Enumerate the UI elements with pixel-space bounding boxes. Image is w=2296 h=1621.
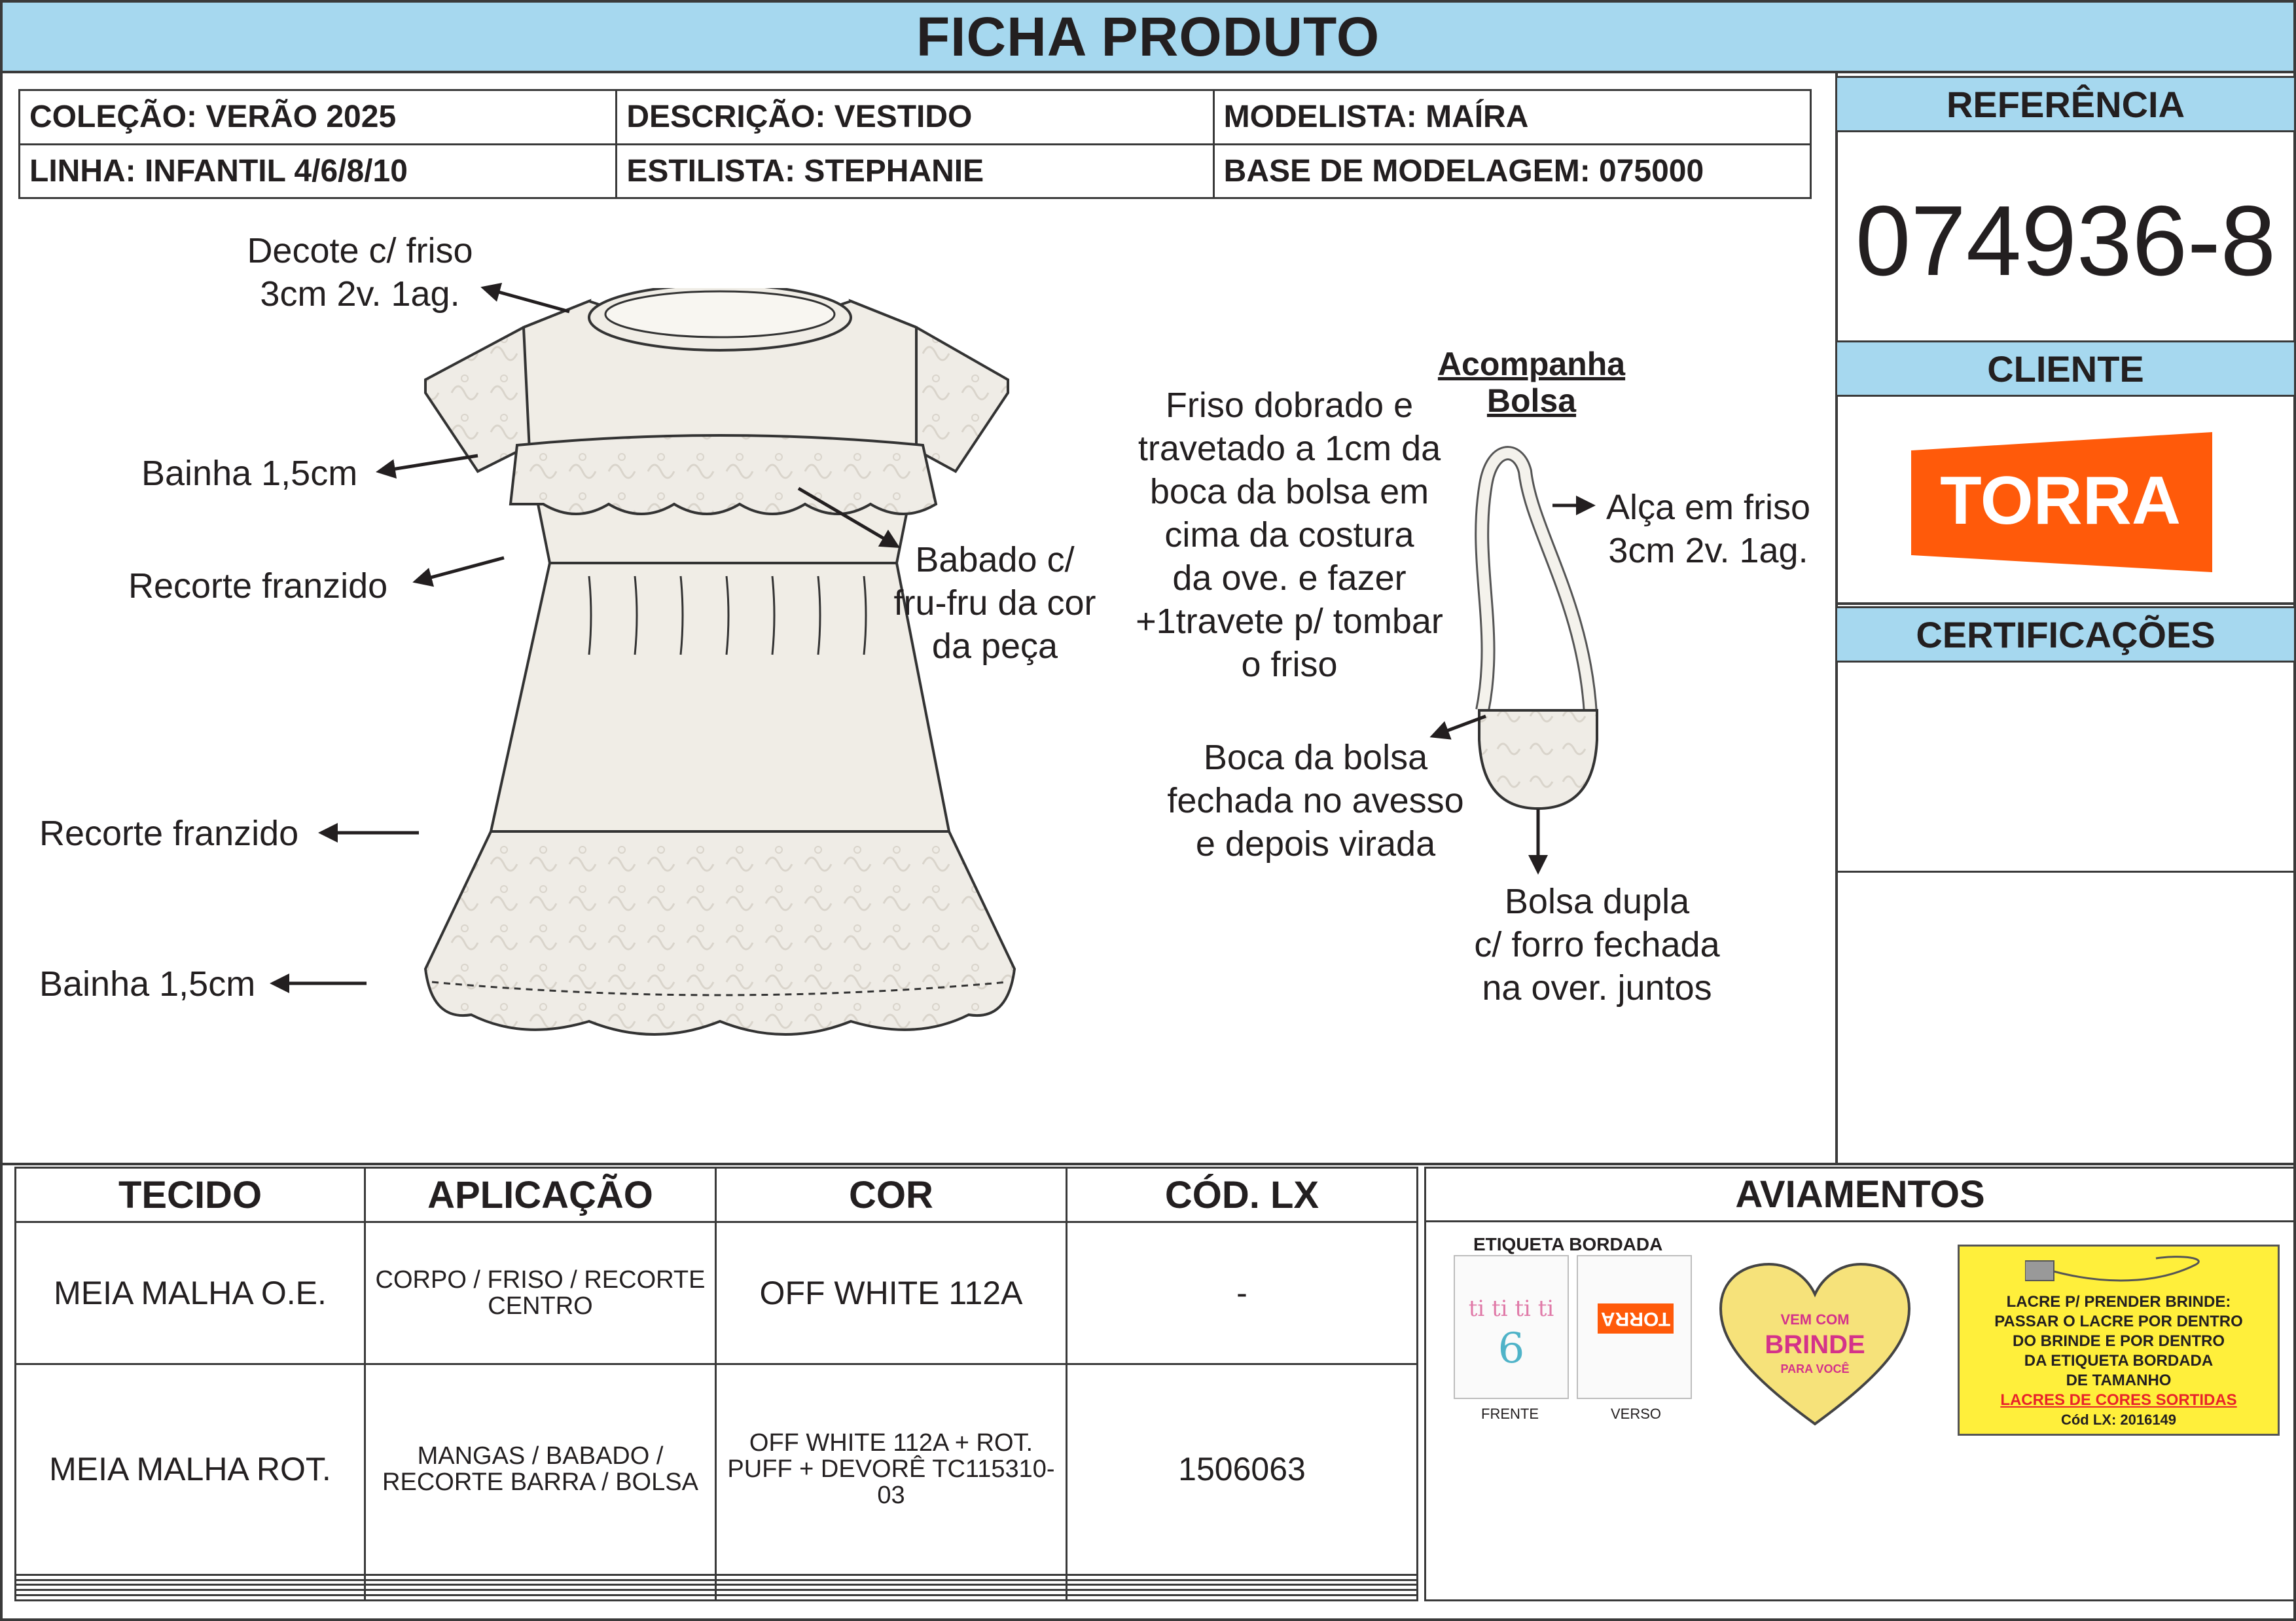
certificacoes-label: CERTIFICAÇÕES [1835, 606, 2296, 663]
decote-annotation [223, 229, 497, 316]
referencia-label: REFERÊNCIA [1835, 76, 2296, 132]
annotation-line: 3cm 2v. 1ag. [260, 274, 460, 314]
bainha-manga-annotation: Bainha 1,5cm [141, 454, 358, 493]
cliente-label: CLIENTE [1835, 340, 2296, 397]
aviamentos-panel [1424, 1167, 2296, 1601]
annotation-line: da peça [931, 627, 1058, 666]
svg-text:TORRA: TORRA [1940, 463, 2181, 539]
lacre-highlight: LACRES DE CORES SORTIDAS [2000, 1391, 2237, 1409]
etiqueta-size: 6 [1498, 1324, 1525, 1373]
table-cell [716, 1590, 1067, 1595]
etiqueta-verso-label: VERSO [1611, 1406, 1662, 1422]
etiqueta-frente-label: FRENTE [1481, 1406, 1539, 1422]
lacre-line: DO BRINDE E POR DENTRO [2012, 1332, 2225, 1350]
etiqueta-brand: ti ti ti ti [1468, 1296, 1554, 1322]
table-cell [16, 1590, 365, 1595]
annotation-line: boca da bolsa em [1149, 472, 1429, 511]
base-cell: BASE DE MODELAGEM: 075000 [1213, 144, 1810, 198]
table-cell [365, 1580, 716, 1585]
column-header: CÓD. LX [1067, 1168, 1418, 1222]
lacre-instructions [1958, 1245, 2280, 1436]
lacre-code: Cód LX: 2016149 [2060, 1412, 2177, 1428]
table-cell: 1506063 [1067, 1364, 1418, 1575]
annotation-line: Friso dobrado e [1165, 386, 1414, 425]
table-cell [16, 1580, 365, 1585]
dress-technical-drawing [327, 288, 1047, 1074]
lacre-seal-icon [2025, 1252, 2221, 1291]
bolsa-dupla-annotation [1440, 880, 1754, 1010]
lacre-line: DE TAMANHO [2066, 1372, 2172, 1389]
modelista-cell: MODELISTA: MAÍRA [1213, 90, 1810, 145]
table-cell [1067, 1580, 1418, 1585]
column-header: APLICAÇÃO [365, 1168, 716, 1222]
table-cell [716, 1575, 1067, 1580]
table-cell [16, 1595, 365, 1601]
annotation-line: fru-fru da cor [893, 583, 1096, 623]
annotation-line: +1travete p/ tombar [1136, 602, 1443, 641]
table-row [16, 1222, 1418, 1364]
page-title: FICHA PRODUTO [0, 0, 2296, 73]
friso-annotation [1113, 384, 1466, 686]
lacre-line: LACRE P/ PRENDER BRINDE: [2006, 1293, 2231, 1311]
table-cell [716, 1585, 1067, 1590]
annotation-line: travetado a 1cm da [1138, 429, 1441, 468]
table-cell [365, 1575, 716, 1580]
table-cell: - [1067, 1222, 1418, 1364]
annotation-line: o friso [1241, 645, 1338, 684]
etiqueta-label: ETIQUETA BORDADA [1473, 1234, 1663, 1254]
table-cell [716, 1595, 1067, 1601]
table-cell [1067, 1575, 1418, 1580]
annotation-line: Babado c/ [915, 540, 1075, 579]
annotation-line: Bolsa dupla [1504, 882, 1690, 921]
table-row [16, 1580, 1418, 1585]
etiqueta-verso [1577, 1255, 1692, 1399]
divider [0, 1163, 2296, 1165]
bainha-barra-annotation: Bainha 1,5cm [39, 964, 256, 1004]
table-row [16, 1585, 1418, 1590]
divider [1835, 871, 2296, 873]
table-row [16, 1575, 1418, 1580]
svg-text:VEM COM: VEM COM [1780, 1311, 1850, 1328]
annotation-line: c/ forro fechada [1474, 925, 1720, 964]
table-cell [16, 1575, 365, 1580]
divider [1835, 602, 2296, 605]
table-cell [1067, 1585, 1418, 1590]
svg-text:BRINDE: BRINDE [1765, 1330, 1865, 1359]
annotation-line: e depois virada [1195, 824, 1436, 864]
table-cell: OFF WHITE 112A [716, 1222, 1067, 1364]
annotation-line: fechada no avesso [1167, 781, 1464, 820]
estilista-cell: ESTILISTA: STEPHANIE [617, 144, 1213, 198]
recorte-annotation: Recorte franzido [128, 566, 388, 606]
descricao-cell: DESCRIÇÃO: VESTIDO [617, 90, 1213, 145]
annotation-line: Bolsa [1486, 382, 1577, 419]
annotation-line: Decote c/ friso [247, 231, 473, 270]
annotation-line: Acompanha [1437, 346, 1626, 382]
lacre-line: PASSAR O LACRE POR DENTRO [1994, 1313, 2243, 1330]
table-row [16, 1595, 1418, 1601]
table-cell [1067, 1595, 1418, 1601]
table-cell [16, 1585, 365, 1590]
table-cell [716, 1580, 1067, 1585]
annotation-line: 3cm 2v. 1ag. [1608, 531, 1808, 570]
colecao-cell: COLEÇÃO: VERÃO 2025 [20, 90, 617, 145]
linha-cell: LINHA: INFANTIL 4/6/8/10 [20, 144, 617, 198]
table-cell [365, 1585, 716, 1590]
referencia-value: 074936-8 [1855, 185, 2276, 297]
table-cell [365, 1595, 716, 1601]
table-cell [1067, 1590, 1418, 1595]
etiqueta-frente [1454, 1255, 1569, 1399]
lacre-line: DA ETIQUETA BORDADA [2024, 1352, 2214, 1370]
boca-bolsa-annotation [1139, 736, 1492, 865]
table-cell: MEIA MALHA ROT. [16, 1364, 365, 1575]
table-cell: MANGAS / BABADO / RECORTE BARRA / BOLSA [365, 1364, 716, 1575]
babado-annotation [870, 538, 1119, 668]
torra-logo [1911, 432, 2212, 572]
table-row [16, 1364, 1418, 1575]
annotation-line: Boca da bolsa [1203, 738, 1428, 777]
table-cell: MEIA MALHA O.E. [16, 1222, 365, 1364]
annotation-line: da ove. e fazer [1172, 558, 1407, 598]
column-header: COR [716, 1168, 1067, 1222]
bag-technical-drawing [1460, 432, 1623, 818]
etiqueta-verso-logo: TORRA [1598, 1303, 1674, 1334]
lacre-text [1960, 1292, 2278, 1430]
svg-text:PARA VOCÊ: PARA VOCÊ [1780, 1362, 1850, 1375]
table-row [16, 1590, 1418, 1595]
aviamentos-title: AVIAMENTOS [1426, 1169, 2294, 1222]
fabric-table [14, 1167, 1418, 1601]
column-header: TECIDO [16, 1168, 365, 1222]
table-cell: OFF WHITE 112A + ROT. PUFF + DEVORÊ TC115310-03 [716, 1364, 1067, 1575]
annotation-line: cima da costura [1164, 515, 1414, 555]
table-cell [365, 1590, 716, 1595]
brinde-heart-tag [1717, 1260, 1913, 1430]
annotation-line: Alça em friso [1605, 488, 1811, 527]
recorte-barra-annotation: Recorte franzido [39, 814, 299, 853]
product-info-table [18, 89, 1812, 199]
annotation-line: na over. juntos [1482, 968, 1712, 1008]
table-cell: CORPO / FRISO / RECORTE CENTRO [365, 1222, 716, 1364]
